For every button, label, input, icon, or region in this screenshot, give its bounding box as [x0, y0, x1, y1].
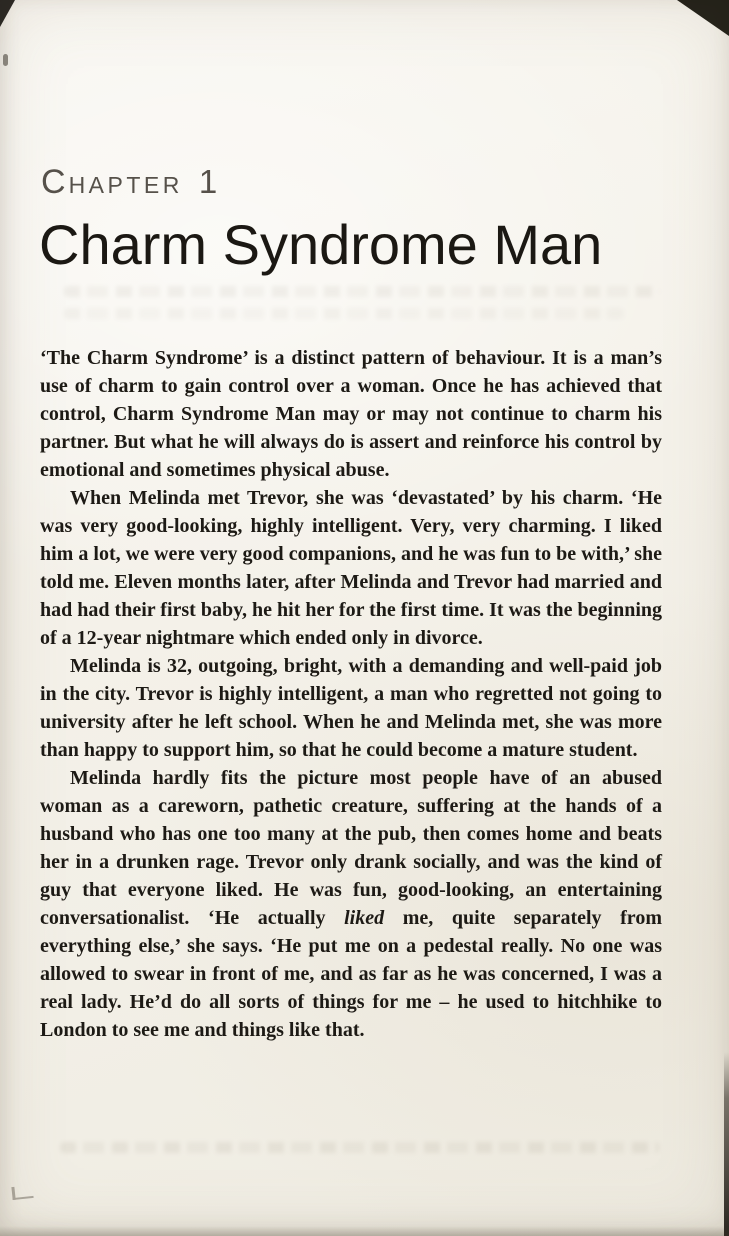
page-title: Charm Syndrome Man — [39, 213, 603, 276]
chapter-number: 1 — [198, 163, 218, 200]
paragraph-text: When Melinda met Trevor, she was ‘devastated’ by his charm. ‘He was very good-looking, highly intelligent. Very, very charming. I liked him a lot, we were very good companions, and he was fun to be with,’ she told me. Eleven months later, after Melinda and Trevor had married and had had their first baby, he hit her for the first time. It was the beginning of a 12-year nightmare which ended only in divorce. — [40, 487, 662, 649]
chapter-word-initial: C — [41, 163, 69, 201]
scan-artifact-left-edge-speck — [3, 54, 8, 66]
paragraph-text: me, quite separately from everything else,’ she says. ‘He put me on a pedestal really. No one was allowed to swear in front of me, and as far as he was concerned, I was a real lady. He’d do all sorts of things for me – he used to hitchhike to London to see me and things like that. — [40, 907, 662, 1041]
body-paragraph — [40, 344, 662, 484]
body-text — [40, 344, 662, 1044]
paragraph-text: Melinda hardly fits the picture most people have of an abused woman as a careworn, pathetic creature, suffering at the hands of a husband who has one too many at the pub, then comes home and beats her in a drunken rage. Trevor only drank socially, and was the kind of guy that everyone liked. He was fun, good-looking, an entertaining conversationalist. ‘He actually — [40, 767, 662, 929]
body-paragraph — [40, 652, 662, 764]
scan-artifact-bottom-shadow — [0, 1226, 729, 1236]
body-paragraph — [40, 484, 662, 652]
bleed-through-text-line — [64, 286, 660, 297]
body-paragraph — [40, 764, 662, 1044]
chapter-word-rest: HAPTER — [68, 172, 183, 198]
bleed-through-text-line — [60, 1142, 660, 1153]
italic-word: liked — [344, 907, 385, 929]
paragraph-text: Melinda is 32, outgoing, bright, with a demanding and well-paid job in the city. Trevor is highly intelligent, a man who regretted not going to university after he left school. When he and Melinda met, she was more than happy to support him, so that he could become a mature student. — [40, 655, 662, 761]
bleed-through-text-line — [64, 308, 624, 319]
scan-artifact-top-right-corner — [677, 0, 729, 36]
paragraph-text: ‘The Charm Syndrome’ is a distinct pattern of behaviour. It is a man’s use of charm to gain control over a woman. Once he has achieved that control, Charm Syndrome Man may or may not continue to charm his partner. But what he will always do is assert and reinforce his control by emotional and sometimes physical abuse. — [40, 347, 662, 481]
scan-artifact-bottom-left-mark — [11, 1185, 33, 1200]
scan-artifact-top-left-corner — [0, 0, 15, 27]
chapter-label — [41, 163, 217, 202]
scan-artifact-right-edge-line — [724, 1052, 729, 1236]
